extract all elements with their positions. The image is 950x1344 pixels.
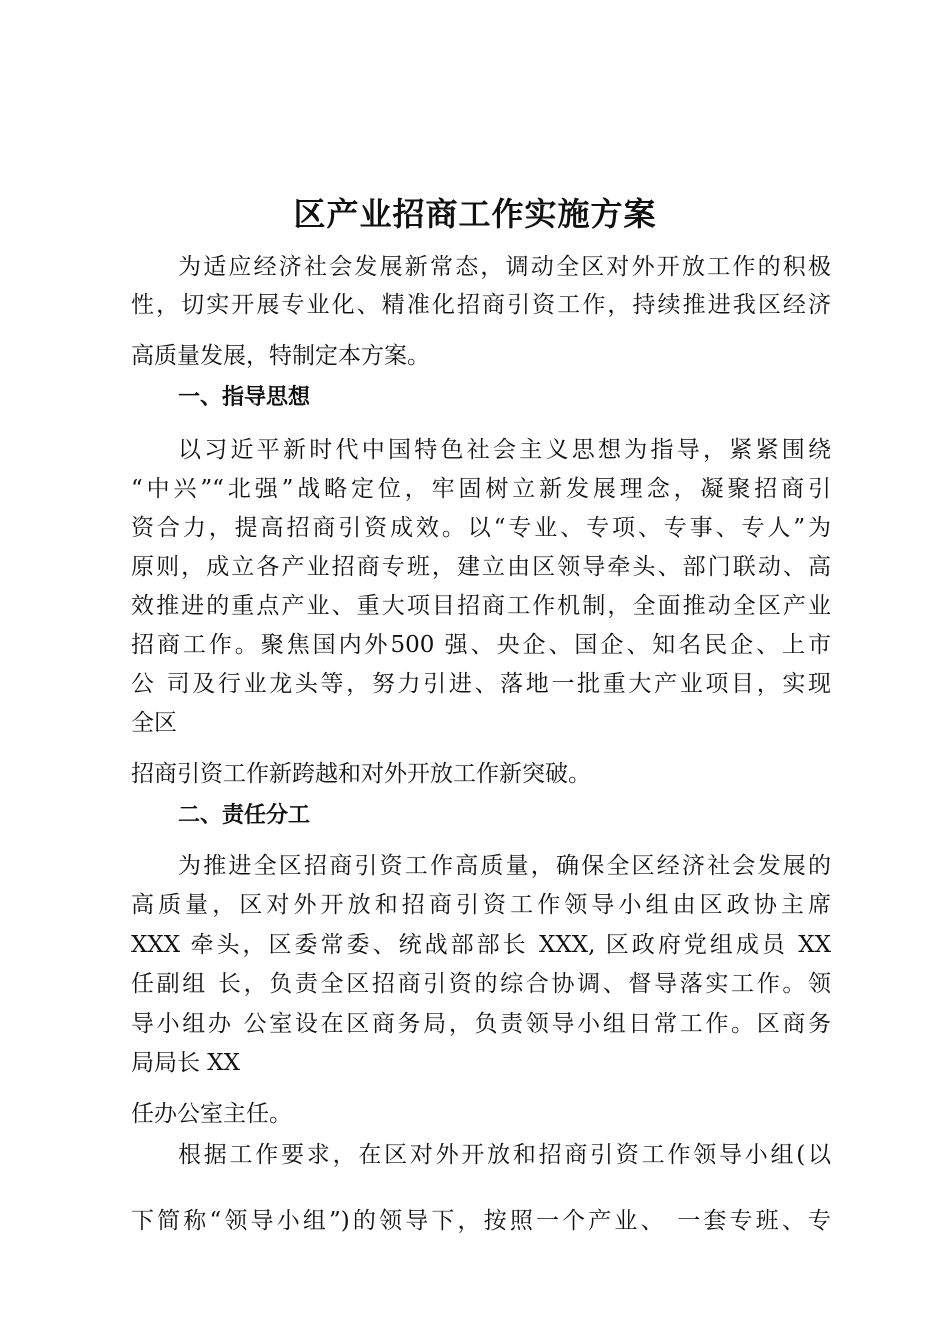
section1-line-2: “中兴”“北强”战略定位，牢固树立新发展理念，凝聚招商引 bbox=[131, 476, 831, 502]
section-heading-guiding-ideology: 一、指导思想 bbox=[178, 385, 311, 410]
section2-para1-line-1: 为推进全区招商引资工作高质量，确保全区经济社会发展的 bbox=[178, 853, 831, 879]
section1-line-5: 效推进的重点产业、重大项目招商工作机制，全面推动全区产业 bbox=[131, 593, 831, 619]
section-heading-responsibilities: 二、责任分工 bbox=[178, 803, 311, 828]
section1-line-1: 以习近平新时代中国特色社会主义思想为指导，紧紧围绕 bbox=[178, 437, 831, 463]
section2-para1-line-4: 任副组 长，负责全区招商引资的综合协调、督导落实工作。领 bbox=[131, 971, 831, 997]
section2-para1-line-7: 任办公室主任。 bbox=[131, 1101, 292, 1127]
intro-line-3: 高质量发展，特制定本方案。 bbox=[131, 343, 430, 369]
section2-para1-line-2: 高质量，区对外开放和招商引资工作领导小组由区政协主席 bbox=[131, 892, 831, 918]
section1-line-3: 资合力，提高招商引资成效。以“专业、专项、专事、专人”为 bbox=[131, 515, 831, 541]
document-title: 区产业招商工作实施方案 bbox=[293, 195, 657, 233]
section2-para2-line-1: 根据工作要求，在区对外开放和招商引资工作领导小组(以 bbox=[178, 1142, 831, 1168]
section2-para1-line-3: XXX 牵头，区委常委、统战部部长 XXX, 区政府党组成员 XX bbox=[131, 932, 831, 958]
intro-line-1: 为适应经济社会发展新常态，调动全区对外开放工作的积极 bbox=[178, 254, 831, 280]
section1-line-9: 招商引资工作新跨越和对外开放工作新突破。 bbox=[131, 761, 591, 787]
section1-line-6: 招商工作。聚焦国内外500 强、央企、国企、知名民企、上市 bbox=[131, 632, 831, 658]
section2-para1-line-5: 导小组办 公室设在区商务局，负责领导小组日常工作。区商务 bbox=[131, 1011, 831, 1037]
section1-line-7: 公 司及行业龙头等，努力引进、落地一批重大产业项目，实现 bbox=[131, 671, 831, 697]
section2-para1-line-6: 局局长 XX bbox=[131, 1050, 241, 1076]
section2-para2-line-2: 下简称“领导小组”)的领导下，按照一个产业、 一套专班、专 bbox=[131, 1208, 831, 1234]
intro-line-2: 性，切实开展专业化、精准化招商引资工作，持续推进我区经济 bbox=[131, 292, 831, 318]
section1-line-8: 全区 bbox=[131, 710, 177, 736]
section1-line-4: 原则，成立各产业招商专班，建立由区领导牵头、部门联动、高 bbox=[131, 554, 831, 580]
